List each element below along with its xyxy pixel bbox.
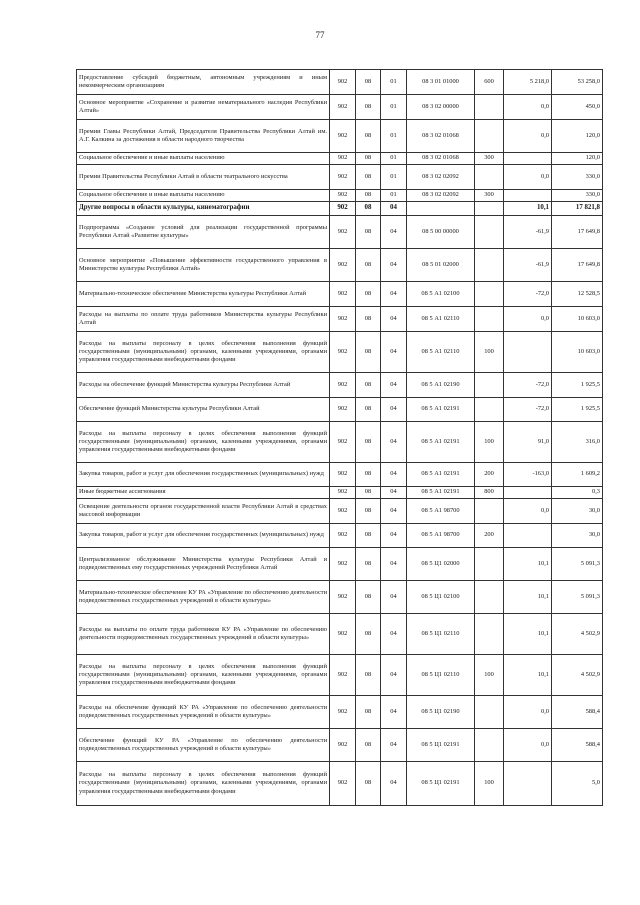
row-change-cell: 0,0 (504, 729, 552, 762)
row-gr-cell: 902 (330, 729, 356, 762)
table-row (77, 696, 603, 729)
row-vr-cell (475, 614, 504, 655)
row-name-cell: Расходы на выплаты персоналу в целях обеспечения выполнения функций государственными (муниципальными) органами, казенными учреждениями, органами управления государственными внебюджетными фондами (77, 422, 330, 463)
row-gr-cell: 902 (330, 249, 356, 282)
row-cs-cell: 08 5 А1 02191 (407, 398, 475, 422)
row-pr-cell: 04 (381, 282, 407, 307)
row-total-cell: 450,0 (552, 95, 603, 120)
row-change-cell: -163,0 (504, 463, 552, 487)
row-vr-cell (475, 95, 504, 120)
row-vr-cell: 100 (475, 762, 504, 806)
row-name-cell: Централизованное обслуживание Министерства культуры Республики Алтай и подведомственных ему государственных учреждений Республики Алтай (77, 548, 330, 581)
row-name-cell: Расходы на обеспечение функций КУ РА «Управление по обеспечению деятельности подведомственных государственных учреждений в области культуры» (77, 696, 330, 729)
row-total-cell: 5 091,3 (552, 548, 603, 581)
table-row (77, 95, 603, 120)
row-gr-cell: 902 (330, 762, 356, 806)
row-pr-cell: 04 (381, 373, 407, 398)
row-rz-cell: 08 (356, 120, 381, 153)
row-change-cell (504, 487, 552, 499)
row-total-cell: 0,3 (552, 487, 603, 499)
row-gr-cell: 902 (330, 120, 356, 153)
row-vr-cell (475, 373, 504, 398)
row-cs-cell: 08 3 02 02092 (407, 190, 475, 202)
row-vr-cell: 600 (475, 70, 504, 95)
row-name-cell: Социальное обеспечение и иные выплаты населению (77, 190, 330, 202)
row-total-cell: 17 649,8 (552, 249, 603, 282)
row-vr-cell: 100 (475, 655, 504, 696)
row-total-cell: 1 925,5 (552, 398, 603, 422)
row-change-cell: 91,0 (504, 422, 552, 463)
table-row (77, 202, 603, 216)
table-row (77, 249, 603, 282)
row-pr-cell: 04 (381, 398, 407, 422)
row-name-cell: Расходы на выплаты персоналу в целях обеспечения выполнения функций государственными (муниципальными) органами, казенными учреждениями, органами управления государственными внебюджетными фондами (77, 332, 330, 373)
row-pr-cell: 04 (381, 655, 407, 696)
row-name-cell: Закупка товаров, работ и услуг для обеспечения государственных (муниципальных) нужд (77, 463, 330, 487)
table-row (77, 282, 603, 307)
row-gr-cell: 902 (330, 282, 356, 307)
row-total-cell: 330,0 (552, 165, 603, 190)
row-name-cell: Премии Правительства Республики Алтай в области театрального искусства (77, 165, 330, 190)
row-name-cell: Материально-техническое обеспечение КУ РА «Управление по обеспечению деятельности подведомственных государственных учреждений в области культуры» (77, 581, 330, 614)
row-gr-cell: 902 (330, 307, 356, 332)
row-rz-cell: 08 (356, 70, 381, 95)
row-cs-cell: 08 5 Ц1 02000 (407, 548, 475, 581)
row-pr-cell: 04 (381, 499, 407, 524)
row-total-cell: 10 603,0 (552, 307, 603, 332)
row-vr-cell: 100 (475, 422, 504, 463)
row-gr-cell: 902 (330, 655, 356, 696)
row-vr-cell: 100 (475, 332, 504, 373)
row-cs-cell: 08 5 А1 98700 (407, 499, 475, 524)
row-rz-cell: 08 (356, 762, 381, 806)
row-pr-cell: 04 (381, 696, 407, 729)
row-gr-cell: 902 (330, 398, 356, 422)
row-pr-cell: 04 (381, 249, 407, 282)
row-pr-cell: 04 (381, 216, 407, 249)
row-cs-cell: 08 3 01 01000 (407, 70, 475, 95)
row-change-cell: 0,0 (504, 307, 552, 332)
table-row (77, 524, 603, 548)
row-rz-cell: 08 (356, 422, 381, 463)
row-cs-cell: 08 5 Ц1 02191 (407, 762, 475, 806)
row-rz-cell: 08 (356, 249, 381, 282)
row-pr-cell: 01 (381, 190, 407, 202)
row-rz-cell: 08 (356, 524, 381, 548)
row-name-cell: Социальное обеспечение и иные выплаты населению (77, 153, 330, 165)
row-pr-cell: 04 (381, 332, 407, 373)
table-row (77, 190, 603, 202)
row-rz-cell: 08 (356, 398, 381, 422)
row-rz-cell: 08 (356, 332, 381, 373)
table-row (77, 373, 603, 398)
budget-table-body (77, 70, 603, 806)
row-pr-cell: 04 (381, 762, 407, 806)
row-total-cell: 588,4 (552, 729, 603, 762)
row-name-cell: Расходы на выплаты персоналу в целях обеспечения выполнения функций государственными (муниципальными) органами, казенными учреждениями, органами управления государственными внебюджетными фондами (77, 762, 330, 806)
row-pr-cell: 04 (381, 487, 407, 499)
table-row (77, 307, 603, 332)
row-rz-cell: 08 (356, 463, 381, 487)
row-change-cell: -61,9 (504, 249, 552, 282)
row-vr-cell (475, 307, 504, 332)
row-total-cell: 330,0 (552, 190, 603, 202)
row-total-cell: 30,0 (552, 499, 603, 524)
row-vr-cell: 800 (475, 487, 504, 499)
row-total-cell: 1 925,5 (552, 373, 603, 398)
row-gr-cell: 902 (330, 487, 356, 499)
row-gr-cell: 902 (330, 524, 356, 548)
row-total-cell: 12 528,5 (552, 282, 603, 307)
row-gr-cell: 902 (330, 153, 356, 165)
row-rz-cell: 08 (356, 655, 381, 696)
row-change-cell: 0,0 (504, 95, 552, 120)
row-rz-cell: 08 (356, 581, 381, 614)
table-row (77, 463, 603, 487)
row-pr-cell: 04 (381, 307, 407, 332)
row-total-cell: 588,4 (552, 696, 603, 729)
row-vr-cell: 200 (475, 463, 504, 487)
row-pr-cell: 01 (381, 153, 407, 165)
row-vr-cell (475, 499, 504, 524)
row-total-cell: 316,0 (552, 422, 603, 463)
row-total-cell: 30,0 (552, 524, 603, 548)
row-gr-cell: 902 (330, 581, 356, 614)
row-change-cell: 10,1 (504, 581, 552, 614)
row-vr-cell (475, 216, 504, 249)
row-cs-cell: 08 5 00 00000 (407, 216, 475, 249)
row-change-cell (504, 762, 552, 806)
row-cs-cell: 08 5 Ц1 02110 (407, 614, 475, 655)
row-change-cell: -61,9 (504, 216, 552, 249)
row-pr-cell: 04 (381, 524, 407, 548)
row-gr-cell: 902 (330, 696, 356, 729)
table-row (77, 581, 603, 614)
row-rz-cell: 08 (356, 548, 381, 581)
table-row (77, 70, 603, 95)
row-change-cell: 10,1 (504, 202, 552, 216)
row-rz-cell: 08 (356, 216, 381, 249)
row-gr-cell: 902 (330, 422, 356, 463)
row-name-cell: Освещение деятельности органов государственной власти Республики Алтай в средствах массовой информации (77, 499, 330, 524)
row-total-cell: 53 258,0 (552, 70, 603, 95)
row-change-cell: 0,0 (504, 165, 552, 190)
row-vr-cell (475, 729, 504, 762)
row-cs-cell: 08 3 02 00000 (407, 95, 475, 120)
row-pr-cell: 04 (381, 614, 407, 655)
row-rz-cell: 08 (356, 190, 381, 202)
row-cs-cell: 08 5 А1 02190 (407, 373, 475, 398)
row-total-cell: 120,0 (552, 153, 603, 165)
row-gr-cell: 902 (330, 202, 356, 216)
row-name-cell: Обеспечение функций Министерства культуры Республики Алтай (77, 398, 330, 422)
table-row (77, 153, 603, 165)
row-pr-cell: 01 (381, 95, 407, 120)
row-change-cell: 5 218,0 (504, 70, 552, 95)
row-cs-cell: 08 5 Ц1 02100 (407, 581, 475, 614)
row-vr-cell (475, 202, 504, 216)
page-number: 77 (315, 30, 325, 40)
row-rz-cell: 08 (356, 729, 381, 762)
row-cs-cell: 08 5 А1 02191 (407, 463, 475, 487)
row-cs-cell: 08 3 02 01068 (407, 153, 475, 165)
row-name-cell: Обеспечение функций КУ РА «Управление по обеспечению деятельности подведомственных государственных учреждений в области культуры» (77, 729, 330, 762)
row-cs-cell: 08 3 02 01068 (407, 120, 475, 153)
row-vr-cell (475, 696, 504, 729)
row-cs-cell: 08 3 02 02092 (407, 165, 475, 190)
row-change-cell: 10,1 (504, 614, 552, 655)
row-name-cell: Иные бюджетные ассигнования (77, 487, 330, 499)
row-gr-cell: 902 (330, 190, 356, 202)
table-row (77, 655, 603, 696)
table-row (77, 120, 603, 153)
row-total-cell: 4 502,9 (552, 655, 603, 696)
row-total-cell: 17 821,8 (552, 202, 603, 216)
row-rz-cell: 08 (356, 373, 381, 398)
row-gr-cell: 902 (330, 95, 356, 120)
row-cs-cell: 08 5 Ц1 02191 (407, 729, 475, 762)
row-pr-cell: 04 (381, 463, 407, 487)
table-row (77, 422, 603, 463)
row-change-cell (504, 524, 552, 548)
row-vr-cell: 300 (475, 190, 504, 202)
row-rz-cell: 08 (356, 696, 381, 729)
row-cs-cell: 08 5 А1 02110 (407, 307, 475, 332)
row-gr-cell: 902 (330, 499, 356, 524)
row-pr-cell: 04 (381, 729, 407, 762)
row-gr-cell: 902 (330, 70, 356, 95)
row-name-cell: Расходы на выплаты по оплате труда работников Министерства культуры Республики Алтай (77, 307, 330, 332)
row-change-cell: 0,0 (504, 696, 552, 729)
row-name-cell: Предоставление субсидий бюджетным, автономным учреждениям и иным некоммерческим организациям (77, 70, 330, 95)
row-name-cell: Другие вопросы в области культуры, кинематографии (77, 202, 330, 216)
row-rz-cell: 08 (356, 307, 381, 332)
row-cs-cell: 08 5 А1 02191 (407, 422, 475, 463)
row-change-cell: -72,0 (504, 282, 552, 307)
row-total-cell: 17 649,8 (552, 216, 603, 249)
row-pr-cell: 04 (381, 422, 407, 463)
table-row (77, 216, 603, 249)
row-pr-cell: 04 (381, 581, 407, 614)
row-vr-cell (475, 581, 504, 614)
row-cs-cell: 08 5 А1 02110 (407, 332, 475, 373)
row-cs-cell: 08 5 01 02000 (407, 249, 475, 282)
row-name-cell: Расходы на выплаты персоналу в целях обеспечения выполнения функций государственными (муниципальными) органами, казенными учреждениями, органами управления государственными внебюджетными фондами (77, 655, 330, 696)
row-name-cell: Расходы на обеспечение функций Министерства культуры Республики Алтай (77, 373, 330, 398)
row-vr-cell (475, 282, 504, 307)
row-gr-cell: 902 (330, 216, 356, 249)
table-row (77, 729, 603, 762)
row-rz-cell: 08 (356, 282, 381, 307)
row-vr-cell (475, 548, 504, 581)
table-row (77, 332, 603, 373)
table-row (77, 499, 603, 524)
row-gr-cell: 902 (330, 373, 356, 398)
row-cs-cell: 08 5 А1 98700 (407, 524, 475, 548)
row-vr-cell (475, 398, 504, 422)
row-gr-cell: 902 (330, 614, 356, 655)
row-pr-cell: 04 (381, 202, 407, 216)
row-pr-cell: 04 (381, 548, 407, 581)
row-cs-cell: 08 5 А1 02100 (407, 282, 475, 307)
row-name-cell: Расходы на выплаты по оплате труда работников КУ РА «Управление по обеспечению деятельности подведомственных государственных учреждений в области культуры» (77, 614, 330, 655)
row-change-cell (504, 332, 552, 373)
row-name-cell: Премии Главы Республики Алтай, Председателя Правительства Республики Алтай им. А.Г. Калкина за достижения в области народного творчества (77, 120, 330, 153)
row-vr-cell: 200 (475, 524, 504, 548)
table-row (77, 165, 603, 190)
table-row (77, 614, 603, 655)
row-change-cell: 0,0 (504, 120, 552, 153)
row-gr-cell: 902 (330, 165, 356, 190)
row-change-cell: -72,0 (504, 398, 552, 422)
row-total-cell: 10 603,0 (552, 332, 603, 373)
row-name-cell: Подпрограмма «Создание условий для реализации государственной программы Республики Алтай «Развитие культуры» (77, 216, 330, 249)
row-cs-cell: 08 5 Ц1 02110 (407, 655, 475, 696)
row-name-cell: Основное мероприятие «Сохранение и развитие нематериального наследия Республики Алтай» (77, 95, 330, 120)
row-rz-cell: 08 (356, 153, 381, 165)
table-row (77, 762, 603, 806)
row-rz-cell: 08 (356, 165, 381, 190)
row-total-cell: 4 502,9 (552, 614, 603, 655)
row-rz-cell: 08 (356, 614, 381, 655)
row-pr-cell: 01 (381, 70, 407, 95)
table-row (77, 548, 603, 581)
row-change-cell: 10,1 (504, 655, 552, 696)
row-vr-cell (475, 249, 504, 282)
row-change-cell: 10,1 (504, 548, 552, 581)
row-name-cell: Закупка товаров, работ и услуг для обеспечения государственных (муниципальных) нужд (77, 524, 330, 548)
budget-table (76, 69, 603, 806)
table-row (77, 487, 603, 499)
row-change-cell: -72,0 (504, 373, 552, 398)
row-vr-cell (475, 120, 504, 153)
row-total-cell: 5,0 (552, 762, 603, 806)
row-change-cell (504, 153, 552, 165)
row-cs-cell (407, 202, 475, 216)
row-total-cell: 5 091,3 (552, 581, 603, 614)
row-gr-cell: 902 (330, 548, 356, 581)
row-rz-cell: 08 (356, 499, 381, 524)
row-cs-cell: 08 5 Ц1 02190 (407, 696, 475, 729)
row-rz-cell: 08 (356, 95, 381, 120)
row-change-cell: 0,0 (504, 499, 552, 524)
row-change-cell (504, 190, 552, 202)
row-gr-cell: 902 (330, 332, 356, 373)
row-rz-cell: 08 (356, 487, 381, 499)
row-name-cell: Основное мероприятие «Повышение эффективности государственного управления в Министерстве культуры Республики Алтай» (77, 249, 330, 282)
row-total-cell: 1 609,2 (552, 463, 603, 487)
row-rz-cell: 08 (356, 202, 381, 216)
row-name-cell: Материально-техническое обеспечение Министерства культуры Республики Алтай (77, 282, 330, 307)
row-cs-cell: 08 5 А1 02191 (407, 487, 475, 499)
row-total-cell: 120,0 (552, 120, 603, 153)
row-vr-cell (475, 165, 504, 190)
row-pr-cell: 01 (381, 165, 407, 190)
table-row (77, 398, 603, 422)
row-gr-cell: 902 (330, 463, 356, 487)
row-pr-cell: 01 (381, 120, 407, 153)
row-vr-cell: 300 (475, 153, 504, 165)
